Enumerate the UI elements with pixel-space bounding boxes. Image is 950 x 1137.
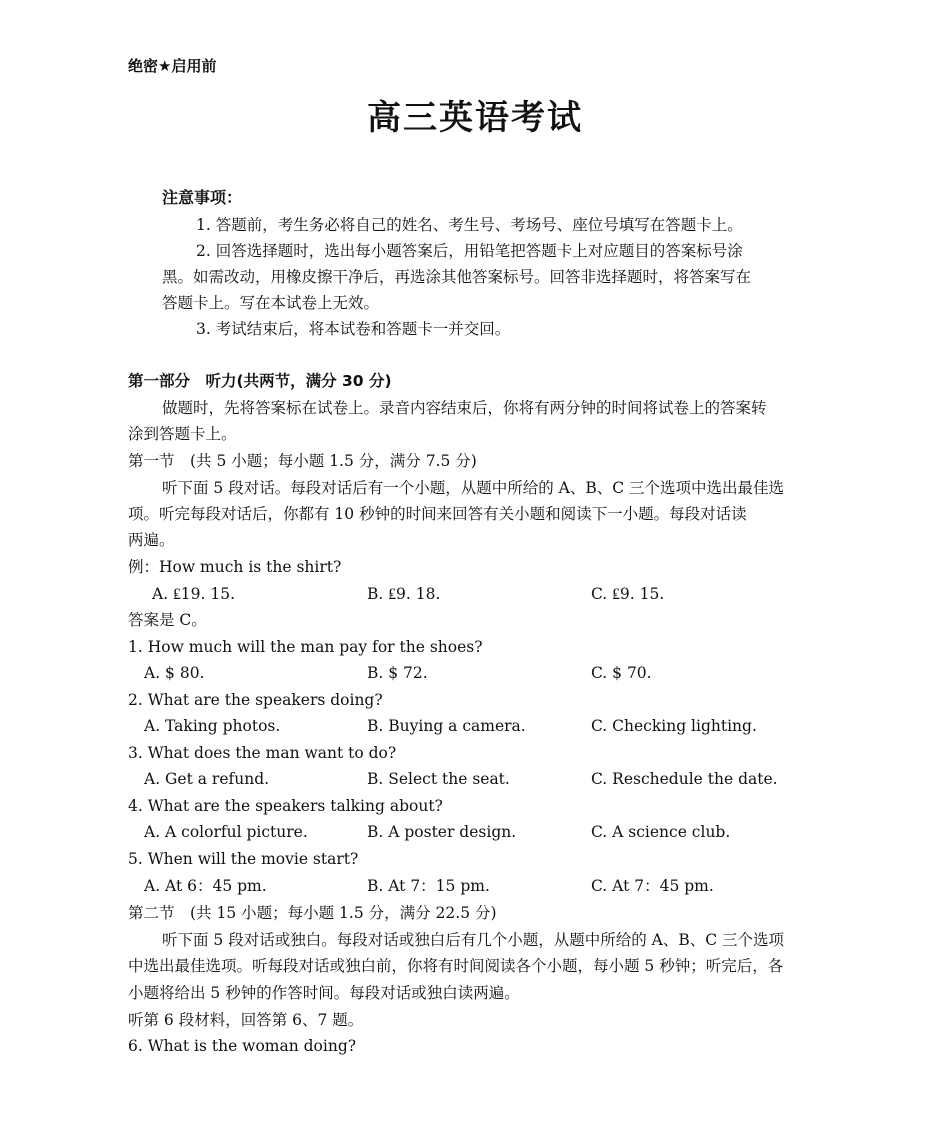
question-5: 5. When will the movie start? (128, 850, 359, 868)
notes-item-3: 3. 考试结束后，将本试卷和答题卡一并交回。 (196, 320, 511, 338)
question-2-option-b: B. Buying a camera. (367, 717, 526, 735)
question-3-option-b: B. Select the seat. (367, 770, 510, 788)
section2-instructions-line-1: 听下面 5 段对话或独白。每段对话或独白后有几个小题，从题中所给的 A、B、C 三个选项 (162, 931, 785, 949)
question-1: 1. How much will the man pay for the shoes? (128, 638, 483, 656)
notes-item-2-line-1: 2. 回答选择题时，选出每小题答案后，用铅笔把答题卡上对应题目的答案标号涂 (196, 242, 743, 260)
example-option-a: A. ₤19. 15. (152, 585, 236, 603)
question-2: 2. What are the speakers doing? (128, 691, 383, 709)
section1-instructions-line-1: 听下面 5 段对话。每段对话后有一个小题，从题中所给的 A、B、C 三个选项中选出最佳选 (162, 479, 785, 497)
section1-instructions-line-2: 项。听完每段对话后，你都有 10 秒钟的时间来回答有关小题和阅读下一小题。每段对话读 (128, 505, 747, 523)
section2-instructions-line-2: 中选出最佳选项。听每段对话或独白前，你将有时间阅读各个小题，每小题 5 秒钟；听完后，各 (128, 957, 784, 975)
question-1-option-b: B. $ 72. (367, 664, 428, 682)
question-1-option-c: C. $ 70. (591, 664, 652, 682)
notes-item-2-line-3: 答题卡上。写在本试卷上无效。 (162, 294, 380, 312)
notes-heading: 注意事项： (162, 188, 243, 207)
question-3-option-c: C. Reschedule the date. (591, 770, 778, 788)
question-5-option-c: C. At 7：45 pm. (591, 877, 714, 895)
example-question: 例：How much is the shirt? (128, 558, 342, 576)
section2-instructions-line-3: 小题将给出 5 秒钟的作答时间。每段对话或独白读两遍。 (128, 984, 520, 1002)
question-4-option-a: A. A colorful picture. (144, 823, 308, 841)
question-5-option-a: A. At 6：45 pm. (144, 877, 267, 895)
question-5-option-b: B. At 7：15 pm. (367, 877, 490, 895)
question-4-option-b: B. A poster design. (367, 823, 517, 841)
question-3: 3. What does the man want to do? (128, 744, 397, 762)
question-2-option-a: A. Taking photos. (144, 717, 281, 735)
section1-heading: 第一节 (共 5 小题；每小题 1.5 分，满分 7.5 分) (128, 452, 477, 470)
example-answer: 答案是 C。 (128, 611, 207, 629)
question-3-option-a: A. Get a refund. (144, 770, 270, 788)
example-option-c: C. ₤9. 15. (591, 585, 665, 603)
question-4: 4. What are the speakers talking about? (128, 797, 443, 815)
question-4-option-c: C. A science club. (591, 823, 731, 841)
question-1-option-a: A. $ 80. (144, 664, 205, 682)
part1-intro-line-1: 做题时，先将答案标在试卷上。录音内容结束后，你将有两分钟的时间将试卷上的答案转 (162, 399, 767, 417)
question-6: 6. What is the woman doing? (128, 1037, 357, 1055)
part1-heading: 第一部分 听力(共两节，满分 30 分) (128, 372, 392, 390)
example-option-b: B. ₤9. 18. (367, 585, 441, 603)
section2-heading: 第二节 (共 15 小题；每小题 1.5 分，满分 22.5 分) (128, 904, 497, 922)
notes-item-1: 1. 答题前，考生务必将自己的姓名、考生号、考场号、座位号填写在答题卡上。 (196, 216, 743, 234)
page-title: 高三英语考试 (367, 98, 583, 138)
confidential-mark: 绝密★启用前 (128, 57, 217, 75)
part1-intro-line-2: 涂到答题卡上。 (128, 425, 237, 443)
question-2-option-c: C. Checking lighting. (591, 717, 757, 735)
section1-instructions-line-3: 两遍。 (128, 531, 175, 549)
notes-item-2-line-2: 黑。如需改动，用橡皮擦干净后，再选涂其他答案标号。回答非选择题时，将答案写在 (162, 268, 752, 286)
material-6-instruction: 听第 6 段材料，回答第 6、7 题。 (128, 1011, 364, 1029)
